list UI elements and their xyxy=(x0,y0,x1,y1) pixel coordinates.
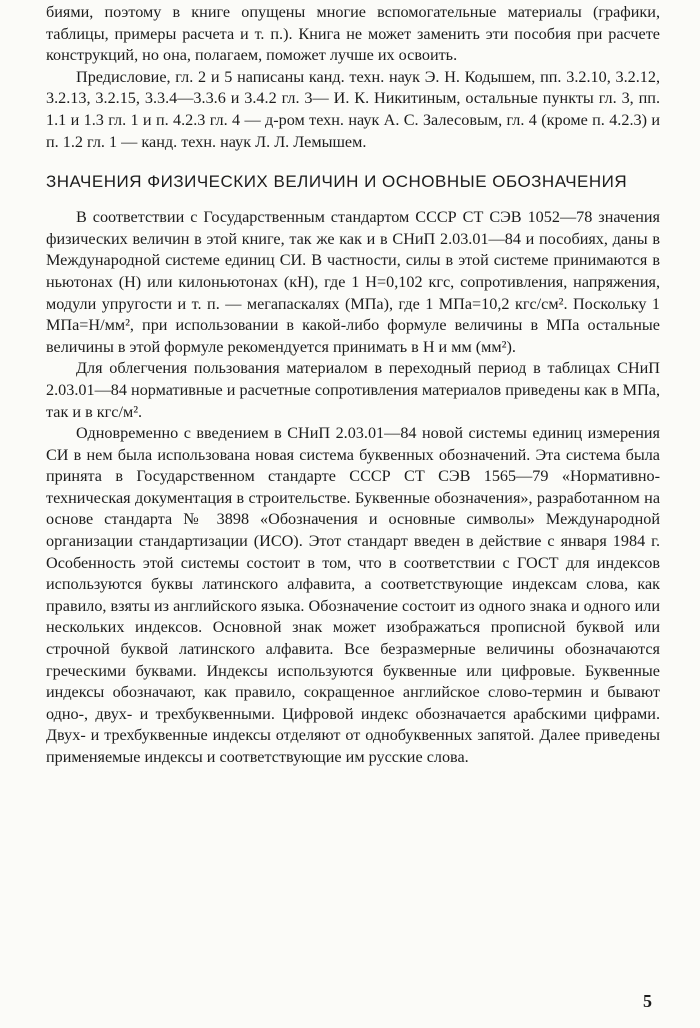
section-heading: ЗНАЧЕНИЯ ФИЗИЧЕСКИХ ВЕЛИЧИН И ОСНОВНЫЕ ОБОЗНАЧЕНИЯ xyxy=(46,172,628,192)
notation-paragraph: Одновременно с введением в СНиП 2.03.01—84 новой системы единиц измерения СИ в нем была использована новая система буквенных обозначений. Эта система была принята в Государственном стандарте СССР СТ СЭВ 1565—79 «Нормативно-техническая документация в строительстве. Буквенные обозначения», разработанном на основе стандарта № 3898 «Обозначения и основные символы» Международной организации стандартизации (ИСО). Этот стандарт введен в действие с января 1984 г. Особенность этой системы состоит в том, что в соответствии с ГОСТ для индексов используются буквы латинского алфавита, а соответствующие индексам слова, как правило, взяты из английского языка. Обозначение состоит из одного знака и одного или нескольких индексов. Основной знак может изображаться прописной буквой или строчной буквой латинского алфавита. Все безразмерные величины обозначаются греческими буквами. Индексы используются буквенные или цифровые. Буквенные индексы обозначают, как правило, сокращенное английское слово-термин и бывают одно-, двух- и трехбуквенными. Цифровой индекс обозначается арабскими цифрами. Двух- и трехбуквенные индексы отделяют от однобуквенных запятой. Далее приведены применяемые индексы и соответствующие им русские слова. xyxy=(46,424,660,766)
page-number: 5 xyxy=(643,991,652,1011)
authors-paragraph: Предисловие, гл. 2 и 5 написаны канд. техн. наук Э. Н. Кодышем, пп. 3.2.10, 3.2.12, 3.2.13, 3.2.15, 3.3.4—3.3.6 и 3.4.2 гл. 3— И. К. Никитиным, остальные пункты гл. 3, пп. 1.1 и 1.3 гл. 1 и п. 4.2.3 гл. 4 — д-ром техн. наук А. С. Залесовым, гл. 4 (кроме п. 4.2.3) и п. 1.2 гл. 1 — канд. техн. наук Л. Л. Лемышем. xyxy=(46,67,660,151)
si-units-paragraph: В соответствии с Государственным стандартом СССР СТ СЭВ 1052—78 значения физических величин в этой книге, так же как и в СНиП 2.03.01—84 и пособиях, даны в Международной системе единиц СИ. В частности, силы в этой системе принимаются в ньютонах (Н) или килоньютонах (кН), где 1 Н=0,102 кгс, сопротивления, напряжения, модули упругости и т. п. — мегапаскалях (МПа), где 1 МПа=10,2 кгс/см². Поскольку 1 МПа=Н/мм², при использовании в какой-либо формуле величины в МПа остальные величины в этой формуле рекомендуется принимать в Н и мм (мм²). xyxy=(46,208,660,356)
intro-paragraph-continued: биями, поэтому в книге опущены многие вспомогательные материалы (графики, таблицы, примеры расчета и т. п.). Книга не может заменить эти пособия при расчете конструкций, но она, полагаем, поможет лучше их освоить. xyxy=(46,3,660,65)
transition-paragraph: Для облегчения пользования материалом в переходный период в таблицах СНиП 2.03.01—84 нормативные и расчетные сопротивления материалов приведены как в МПа, так и в кгс/м². xyxy=(46,359,660,421)
